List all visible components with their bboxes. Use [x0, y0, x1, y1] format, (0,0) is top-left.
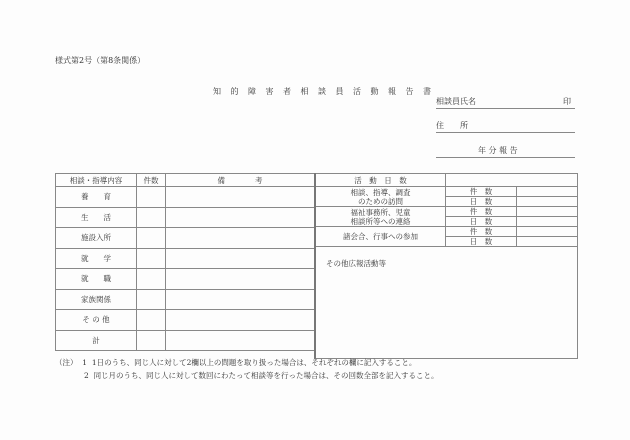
- value-cell[interactable]: [517, 207, 578, 217]
- table-header-row: [56, 174, 315, 187]
- sub-label: 件 数: [446, 227, 517, 237]
- seal-label: 印: [563, 97, 571, 106]
- activity-row: [315, 207, 578, 217]
- report-period-label: 年 分 報 告: [478, 146, 518, 155]
- table-row: [56, 207, 315, 228]
- document-title: 知的障害者相談員活動報告書: [213, 87, 441, 96]
- address-label: 住 所: [436, 121, 468, 130]
- consultation-table: [55, 173, 315, 351]
- count-cell[interactable]: [137, 207, 166, 228]
- count-cell[interactable]: [137, 187, 166, 208]
- row-label: 養 育: [56, 187, 137, 208]
- sub-label: 日 数: [446, 217, 517, 227]
- table-row: [56, 228, 315, 249]
- sub-label: 日 数: [446, 197, 517, 207]
- row-label: 就 学: [56, 248, 137, 269]
- header-content: 相談・指導内容: [56, 174, 137, 187]
- activity-row: [315, 187, 578, 197]
- row-label: 施設入所: [56, 228, 137, 249]
- count-cell[interactable]: [137, 310, 166, 331]
- activity-header-row: [315, 174, 578, 187]
- value-cell[interactable]: [517, 217, 578, 227]
- report-period-field[interactable]: [436, 145, 575, 158]
- row-label: 家族関係: [56, 289, 137, 310]
- other-activities-row: [315, 247, 578, 359]
- note-number: 2: [84, 371, 89, 380]
- sub-label: 日 数: [446, 237, 517, 247]
- other-activities-label: その他広報活動等: [326, 259, 386, 268]
- count-cell[interactable]: [137, 330, 166, 351]
- counselor-name-field[interactable]: [436, 96, 575, 109]
- header-count: 件数: [137, 174, 166, 187]
- sub-label: 件 数: [446, 187, 517, 197]
- value-cell[interactable]: [517, 187, 578, 197]
- row-label: 就 職: [56, 269, 137, 290]
- row-label: 生 活: [56, 207, 137, 228]
- count-cell[interactable]: [137, 269, 166, 290]
- header-remarks: 備 考: [166, 174, 315, 187]
- table-row: [56, 248, 315, 269]
- note-text: 同じ月のうち、同じ人に対して数回にわたって相談等を行った場合は、その回数全部を記入すること。: [93, 371, 439, 380]
- note-text: 1日のうち、同じ人に対して2欄以上の問題を取り扱った場合は、それぞれの欄に記入すること。: [91, 358, 417, 367]
- activity-header: 活 動 日 数: [315, 174, 446, 187]
- table-row: [56, 187, 315, 208]
- notes: [55, 356, 439, 382]
- remarks-cell[interactable]: [166, 207, 315, 228]
- other-activities-cell[interactable]: [315, 247, 578, 359]
- form-number: 様式第2号（第8条関係）: [55, 56, 146, 65]
- remarks-cell[interactable]: [166, 269, 315, 290]
- count-cell[interactable]: [137, 289, 166, 310]
- remarks-cell[interactable]: [166, 187, 315, 208]
- activity-label: 福祉事務所、児童 相談所等への連絡: [315, 207, 446, 227]
- notes-prefix: （注）: [55, 358, 78, 367]
- table-row: [56, 310, 315, 331]
- remarks-cell[interactable]: [166, 330, 315, 351]
- value-cell[interactable]: [517, 227, 578, 237]
- remarks-cell[interactable]: [166, 228, 315, 249]
- value-cell[interactable]: [517, 197, 578, 207]
- activity-label: 相談、指導、調査 のための訪問: [315, 187, 446, 207]
- remarks-cell[interactable]: [166, 310, 315, 331]
- note-item: [55, 356, 439, 369]
- note-item: [55, 369, 439, 382]
- note-number: 1: [82, 358, 88, 367]
- counselor-name-label: 相談員氏名: [436, 97, 476, 106]
- activity-label: 諸会合、行事への参加: [315, 227, 446, 247]
- remarks-cell[interactable]: [166, 289, 315, 310]
- activity-header-blank: [446, 174, 578, 187]
- activity-days-table: [314, 173, 578, 359]
- count-cell[interactable]: [137, 228, 166, 249]
- table-row-total: [56, 330, 315, 351]
- row-label: 計: [56, 330, 137, 351]
- count-cell[interactable]: [137, 248, 166, 269]
- value-cell[interactable]: [517, 237, 578, 247]
- row-label: そ の 他: [56, 310, 137, 331]
- table-row: [56, 269, 315, 290]
- remarks-cell[interactable]: [166, 248, 315, 269]
- sub-label: 件 数: [446, 207, 517, 217]
- activity-row: [315, 227, 578, 237]
- table-row: [56, 289, 315, 310]
- address-field[interactable]: [436, 120, 575, 133]
